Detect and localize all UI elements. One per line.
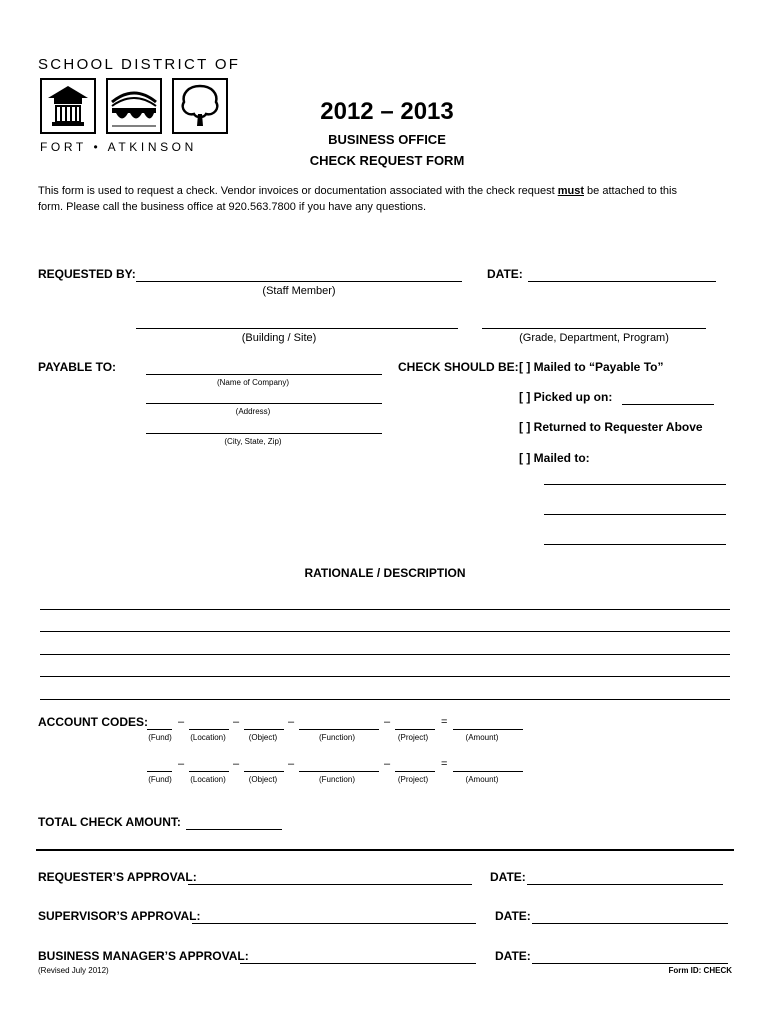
mail-to-line-3[interactable]: [544, 544, 726, 545]
business-manager-approval-date-label: DATE:: [495, 949, 531, 963]
staff-member-field[interactable]: [136, 281, 462, 282]
account-codes-label: ACCOUNT CODES:: [38, 715, 148, 729]
dash: –: [233, 758, 240, 770]
mail-to-line-1[interactable]: [544, 484, 726, 485]
function-caption: (Function): [318, 733, 355, 742]
fund-field-1[interactable]: [147, 729, 172, 730]
building-site-caption: (Building / Site): [241, 332, 317, 344]
requester-approval-date-field[interactable]: [527, 884, 723, 885]
grade-department-field[interactable]: [482, 328, 706, 329]
dash: –: [178, 716, 185, 728]
address-caption: (Address): [235, 407, 271, 416]
supervisor-approval-label: SUPERVISOR’S APPROVAL:: [38, 909, 201, 923]
amount-field-2[interactable]: [453, 771, 523, 772]
rationale-line-1[interactable]: [40, 609, 730, 610]
check-should-be-label: CHECK SHOULD BE:: [398, 360, 519, 374]
option-mailed-to[interactable]: [ ] Mailed to:: [519, 451, 590, 465]
amount-caption: (Amount): [465, 733, 499, 742]
business-manager-approval-field[interactable]: [240, 963, 476, 964]
equals: =: [441, 758, 448, 770]
rationale-line-4[interactable]: [40, 676, 730, 677]
payable-to-label: PAYABLE TO:: [38, 360, 117, 374]
requester-approval-label: REQUESTER’S APPROVAL:: [38, 870, 197, 884]
staff-member-caption: (Staff Member): [262, 285, 336, 297]
object-caption: (Object): [248, 775, 278, 784]
grade-department-caption: (Grade, Department, Program): [519, 332, 669, 344]
supervisor-approval-field[interactable]: [192, 923, 476, 924]
project-field-2[interactable]: [395, 771, 435, 772]
requested-date-label: DATE:: [487, 267, 523, 281]
requester-approval-date-label: DATE:: [490, 870, 526, 884]
business-manager-approval-label: BUSINESS MANAGER’S APPROVAL:: [38, 949, 249, 963]
dash: –: [384, 758, 391, 770]
function-field-1[interactable]: [299, 729, 379, 730]
total-check-amount-label: TOTAL CHECK AMOUNT:: [38, 815, 181, 829]
total-check-amount-field[interactable]: [186, 829, 282, 830]
function-field-2[interactable]: [299, 771, 379, 772]
mail-to-line-2[interactable]: [544, 514, 726, 515]
location-caption: (Location): [190, 775, 226, 784]
requester-approval-field[interactable]: [188, 884, 472, 885]
intro-line-1: This form is used to request a check. Vendor invoices or documentation associated with the check request must be attached to this: [38, 185, 677, 197]
revised-date: (Revised July 2012): [38, 966, 109, 975]
company-name-field[interactable]: [146, 374, 382, 375]
dash: –: [233, 716, 240, 728]
school-year: 2012 – 2013: [320, 98, 454, 125]
location-caption: (Location): [190, 733, 226, 742]
fund-field-2[interactable]: [147, 771, 172, 772]
option-returned-to-requester[interactable]: [ ] Returned to Requester Above: [519, 420, 703, 434]
option-mailed-to-payable[interactable]: [ ] Mailed to “Payable To”: [519, 360, 664, 374]
address-field[interactable]: [146, 403, 382, 404]
project-caption: (Project): [397, 733, 429, 742]
schoolhouse-logo-icon: [40, 78, 96, 134]
amount-field-1[interactable]: [453, 729, 523, 730]
business-manager-approval-date-field[interactable]: [532, 963, 728, 964]
project-caption: (Project): [397, 775, 429, 784]
dash: –: [288, 758, 295, 770]
intro-line-2: form. Please call the business office at 920.563.7800 if you have any questions.: [38, 201, 427, 213]
object-field-2[interactable]: [244, 771, 284, 772]
location-field-2[interactable]: [189, 771, 229, 772]
option-picked-up[interactable]: [ ] Picked up on:: [519, 390, 613, 404]
building-site-field[interactable]: [136, 328, 458, 329]
section-divider: [36, 849, 734, 851]
rationale-line-5[interactable]: [40, 699, 730, 700]
office-title: BUSINESS OFFICE: [328, 132, 446, 147]
equals: =: [441, 716, 448, 728]
object-caption: (Object): [248, 733, 278, 742]
company-name-caption: (Name of Company): [216, 378, 290, 387]
requested-date-field[interactable]: [528, 281, 716, 282]
rationale-line-3[interactable]: [40, 654, 730, 655]
location-field-1[interactable]: [189, 729, 229, 730]
project-field-1[interactable]: [395, 729, 435, 730]
object-field-1[interactable]: [244, 729, 284, 730]
fund-caption: (Fund): [148, 733, 172, 742]
function-caption: (Function): [318, 775, 355, 784]
supervisor-approval-date-label: DATE:: [495, 909, 531, 923]
rationale-heading: RATIONALE / DESCRIPTION: [304, 566, 466, 580]
city-state-zip-field[interactable]: [146, 433, 382, 434]
tree-logo-icon: [172, 78, 228, 134]
dash: –: [384, 716, 391, 728]
district-name-bottom: FORT • ATKINSON: [40, 140, 197, 154]
form-id: Form ID: CHECK: [668, 966, 732, 975]
city-state-zip-caption: (City, State, Zip): [224, 437, 282, 446]
pickup-date-field[interactable]: [622, 404, 714, 405]
form-title: CHECK REQUEST FORM: [309, 153, 465, 168]
dash: –: [178, 758, 185, 770]
must-emphasis: must: [557, 185, 584, 197]
supervisor-approval-date-field[interactable]: [532, 923, 728, 924]
bridge-logo-icon: [106, 78, 162, 134]
requested-by-label: REQUESTED BY:: [38, 267, 136, 281]
district-name-top: SCHOOL DISTRICT OF: [38, 56, 241, 73]
rationale-line-2[interactable]: [40, 631, 730, 632]
amount-caption: (Amount): [465, 775, 499, 784]
dash: –: [288, 716, 295, 728]
fund-caption: (Fund): [148, 775, 172, 784]
